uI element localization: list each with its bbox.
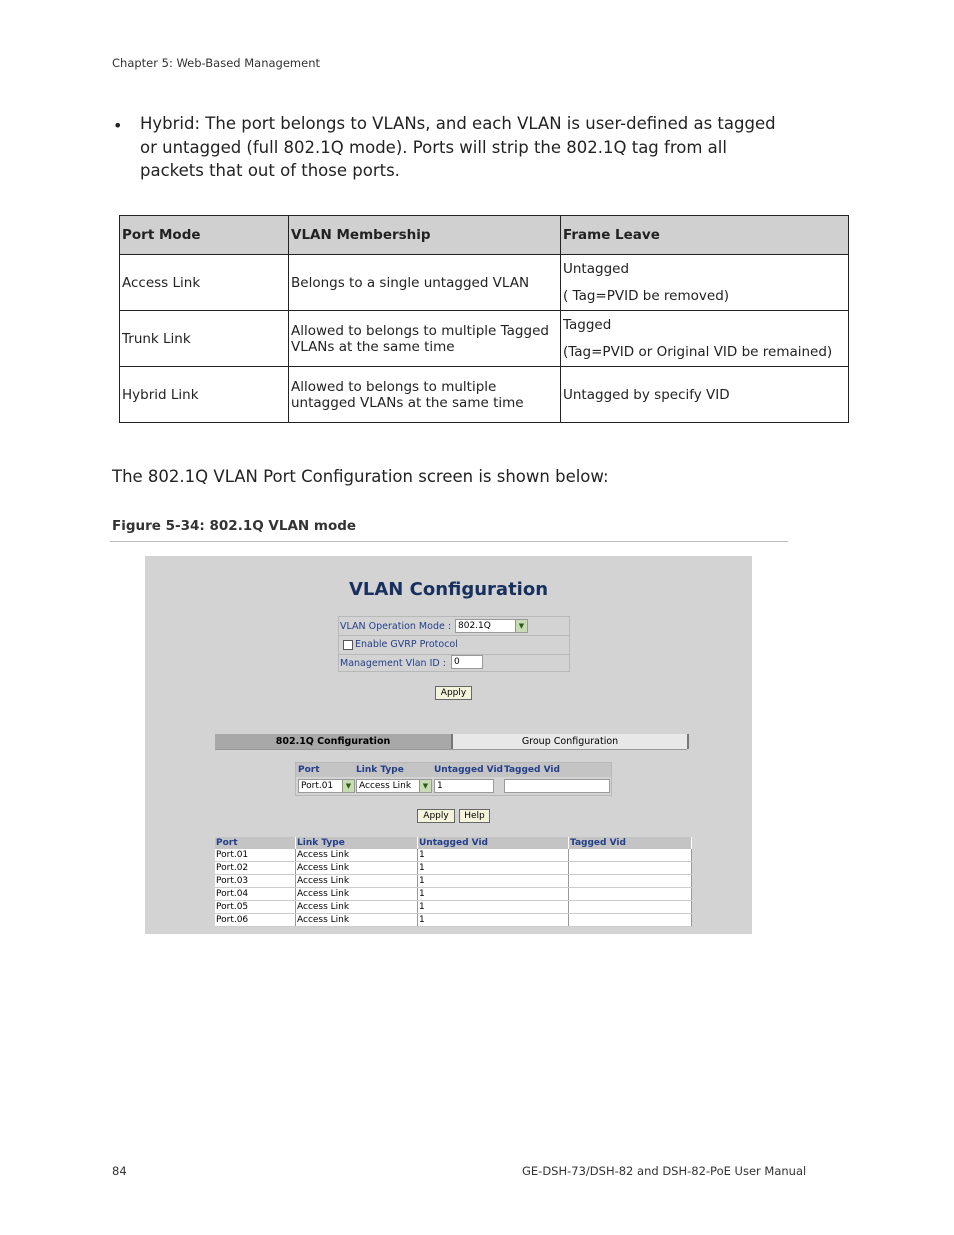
chapter-header: Chapter 5: Web-Based Management xyxy=(112,56,321,70)
ports-th-untag: Untagged Vid xyxy=(418,837,569,849)
cell-tag xyxy=(569,849,692,862)
figure-caption: Figure 5-34: 802.1Q VLAN mode xyxy=(112,518,357,534)
gvrp-checkbox[interactable] xyxy=(343,640,353,650)
cfg-port-header: Port xyxy=(298,765,320,775)
cell-port: Port.03 xyxy=(215,875,296,888)
table-row xyxy=(215,875,692,888)
cell-tag xyxy=(569,862,692,875)
intro-text: The 802.1Q VLAN Port Configuration screen is shown below: xyxy=(112,467,609,486)
cell-link: Access Link xyxy=(296,914,418,927)
bullet-icon: • xyxy=(113,116,123,135)
hybrid-description: Hybrid: The port belongs to VLANs, and each VLAN is user-defined as tagged or untagged (full 802.1Q mode). Ports will strip the 802.1Q tag from all packets that out of those ports. xyxy=(140,114,776,180)
mgmt-vlan-label: Management Vlan ID : xyxy=(340,658,446,669)
th-frame-leave: Frame Leave xyxy=(561,216,849,255)
table-row xyxy=(215,849,692,862)
cell-link: Access Link xyxy=(296,862,418,875)
chevron-down-icon: ▼ xyxy=(342,780,354,792)
cell-tag xyxy=(569,875,692,888)
link-type-value: Access Link xyxy=(359,781,412,791)
untagged-vid-input[interactable]: 1 xyxy=(434,779,494,793)
vlan-config-screenshot xyxy=(145,556,752,934)
tab-group-configuration[interactable]: Group Configuration xyxy=(453,734,689,749)
cell-leave xyxy=(561,311,849,367)
cell-untag: 1 xyxy=(418,914,569,927)
table-row xyxy=(120,367,849,423)
page-number: 84 xyxy=(112,1164,127,1178)
port-select-value: Port.01 xyxy=(301,781,334,791)
table-row xyxy=(215,862,692,875)
tab-divider xyxy=(215,749,687,750)
cell-mode: Trunk Link xyxy=(120,311,289,367)
cell-leave xyxy=(561,255,849,311)
tagged-vid-input[interactable] xyxy=(504,779,610,793)
table-row xyxy=(120,255,849,311)
cell-tag xyxy=(569,901,692,914)
th-vlan-membership: VLAN Membership xyxy=(289,216,561,255)
link-type-select[interactable] xyxy=(356,779,432,793)
th-port-mode: Port Mode xyxy=(120,216,289,255)
table-row xyxy=(215,914,692,927)
cell-port: Port.02 xyxy=(215,862,296,875)
ports-th-link: Link Type xyxy=(296,837,418,849)
ports-table-header xyxy=(215,837,692,849)
op-mode-label: VLAN Operation Mode : xyxy=(340,621,452,632)
help-button[interactable]: Help xyxy=(459,809,490,823)
cell-port: Port.01 xyxy=(215,849,296,862)
cell-membership: Allowed to belongs to multiple Tagged VLANs at the same time xyxy=(289,311,561,367)
cfg-untag-header: Untagged Vid xyxy=(434,765,503,775)
caption-divider xyxy=(110,541,788,542)
cell-port: Port.04 xyxy=(215,888,296,901)
port-mode-table xyxy=(119,215,849,423)
cell-untag: 1 xyxy=(418,849,569,862)
mgmt-vlan-input[interactable]: 0 xyxy=(451,655,483,669)
cell-membership: Belongs to a single untagged VLAN xyxy=(289,255,561,311)
op-mode-select[interactable] xyxy=(455,619,528,633)
cell-mode: Access Link xyxy=(120,255,289,311)
cell-mode: Hybrid Link xyxy=(120,367,289,423)
vlan-title: VLAN Configuration xyxy=(348,579,549,600)
chevron-down-icon: ▼ xyxy=(419,780,431,792)
cell-port: Port.05 xyxy=(215,901,296,914)
cell-tag xyxy=(569,914,692,927)
leave-line-1: Tagged xyxy=(563,316,612,333)
cell-membership: Allowed to belongs to multiple untagged VLANs at the same time xyxy=(289,367,561,423)
cell-link: Access Link xyxy=(296,888,418,901)
cell-untag: 1 xyxy=(418,901,569,914)
ports-table xyxy=(215,837,692,927)
ports-th-port: Port xyxy=(215,837,296,849)
cell-untag: 1 xyxy=(418,875,569,888)
cell-link: Access Link xyxy=(296,849,418,862)
cfg-tag-header: Tagged Vid xyxy=(504,765,560,775)
cfg-apply-button[interactable]: Apply xyxy=(417,809,455,823)
cell-link: Access Link xyxy=(296,875,418,888)
leave-line-2: ( Tag=PVID be removed) xyxy=(563,287,730,304)
cfg-link-header: Link Type xyxy=(356,765,404,775)
cell-leave: Untagged by specify VID xyxy=(561,367,849,423)
cell-port: Port.06 xyxy=(215,914,296,927)
cell-untag: 1 xyxy=(418,862,569,875)
apply-button[interactable]: Apply xyxy=(435,686,472,700)
tab-8021q-configuration[interactable]: 802.1Q Configuration xyxy=(215,734,453,749)
table-row xyxy=(215,901,692,914)
port-select[interactable] xyxy=(298,779,355,793)
cell-untag: 1 xyxy=(418,888,569,901)
port-config-box xyxy=(295,762,612,796)
vlan-options-box xyxy=(338,616,570,672)
mgmt-vlan-row xyxy=(339,654,569,672)
op-mode-row xyxy=(339,617,569,635)
ports-th-tag: Tagged Vid xyxy=(569,837,692,849)
table-row xyxy=(120,311,849,367)
cell-link: Access Link xyxy=(296,901,418,914)
cell-tag xyxy=(569,888,692,901)
gvrp-label: Enable GVRP Protocol xyxy=(355,639,458,650)
manual-title: GE-DSH-73/DSH-82 and DSH-82-PoE User Manual xyxy=(522,1164,807,1178)
chevron-down-icon: ▼ xyxy=(515,620,527,632)
leave-line-2: (Tag=PVID or Original VID be remained) xyxy=(563,343,833,360)
leave-line-1: Untagged xyxy=(563,260,630,277)
op-mode-value: 802.1Q xyxy=(458,621,491,631)
gvrp-row xyxy=(339,635,569,655)
table-row xyxy=(215,888,692,901)
